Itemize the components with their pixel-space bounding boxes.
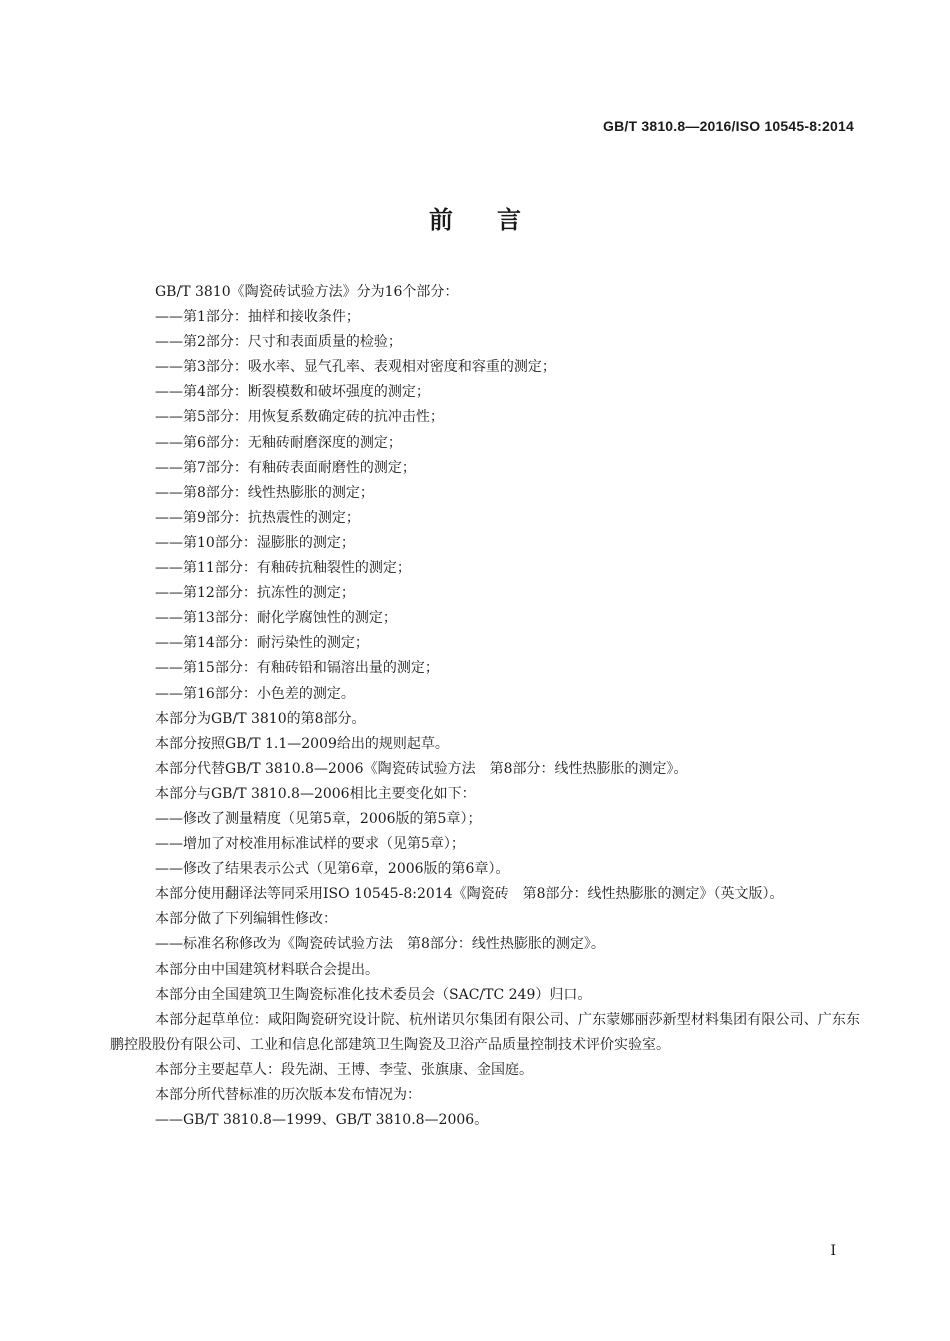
- list-item: ——第15部分：有釉砖铅和镉溶出量的测定；: [155, 660, 439, 677]
- paragraph: 本部分做了下列编辑性修改：: [155, 911, 337, 928]
- list-item: ——第7部分：有釉砖表面耐磨性的测定；: [155, 459, 416, 476]
- list-item: ——第5部分：用恢复系数确定砖的抗冲击性；: [155, 409, 444, 426]
- list-item: ——修改了测量精度（见第5章，2006版的第5章）；: [155, 810, 482, 827]
- paragraph: GB/T 3810《陶瓷砖试验方法》分为16个部分：: [155, 284, 459, 300]
- list-item: ——第10部分：湿膨胀的测定；: [155, 534, 355, 551]
- list-item: ——第2部分：尺寸和表面质量的检验；: [155, 334, 402, 351]
- list-item: ——第11部分：有釉砖抗釉裂性的测定；: [155, 560, 411, 577]
- list-item: ——第8部分：线性热膨胀的测定；: [155, 484, 374, 501]
- list-item: ——增加了对校准用标准试样的要求（见第5章）；: [155, 836, 465, 853]
- list-item: ——第6部分：无釉砖耐磨深度的测定；: [155, 434, 402, 451]
- paragraph: 本部分代替GB/T 3810.8—2006《陶瓷砖试验方法 第8部分：线性热膨胀的测定》。: [155, 760, 688, 777]
- standard-code-header: GB/T 3810.8—2016/ISO 10545-8:2014: [603, 118, 854, 134]
- list-item: ——第16部分：小色差的测定。: [155, 685, 355, 702]
- paragraph: 本部分由中国建筑材料联合会提出。: [155, 961, 379, 978]
- list-item: ——第14部分：耐污染性的测定；: [155, 635, 369, 652]
- list-item: ——第1部分：抽样和接收条件；: [155, 309, 360, 326]
- paragraph: 本部分由全国建筑卫生陶瓷标准化技术委员会（SAC/TC 249）归口。: [155, 986, 592, 1003]
- paragraph: 本部分为GB/T 3810的第8部分。: [155, 710, 366, 727]
- paragraph: 本部分使用翻译法等同采用ISO 10545-8:2014《陶瓷砖 第8部分：线性热膨胀的测定》（英文版）。: [155, 886, 784, 903]
- page-title: 前言: [429, 206, 565, 234]
- paragraph: 本部分按照GB/T 1.1—2009给出的规则起草。: [155, 735, 449, 752]
- page-number: I: [830, 1243, 836, 1259]
- paragraph: 本部分所代替标准的历次版本发布情况为：: [155, 1087, 421, 1103]
- drafting-units-paragraph: 本部分起草单位：咸阳陶瓷研究设计院、杭州诺贝尔集团有限公司、广东蒙娜丽莎新型材料集团有限公司、广东东鹏控股股份有限公司、工业和信息化部建筑卫生陶瓷及卫浴产品质量控制技术评价实验室。: [110, 1011, 860, 1053]
- list-item: ——第4部分：断裂模数和破坏强度的测定；: [155, 384, 430, 401]
- list-item: ——第12部分：抗冻性的测定；: [155, 585, 355, 602]
- paragraph: 本部分与GB/T 3810.8—2006相比主要变化如下：: [155, 785, 476, 802]
- list-item: ——修改了结果表示公式（见第6章，2006版的第6章）。: [155, 861, 510, 878]
- paragraph: 本部分主要起草人：段先湖、王博、李莹、张旗康、金国庭。: [155, 1061, 533, 1078]
- list-item: ——第13部分：耐化学腐蚀性的测定；: [155, 610, 397, 627]
- list-item: ——第3部分：吸水率、显气孔率、表观相对密度和容重的测定；: [155, 359, 556, 376]
- list-item: ——标准名称修改为《陶瓷砖试验方法 第8部分：线性热膨胀的测定》。: [155, 936, 605, 953]
- document-body: [110, 280, 860, 1133]
- list-item: ——GB/T 3810.8—1999、GB/T 3810.8—2006。: [155, 1112, 489, 1129]
- list-item: ——第9部分：抗热震性的测定；: [155, 509, 360, 526]
